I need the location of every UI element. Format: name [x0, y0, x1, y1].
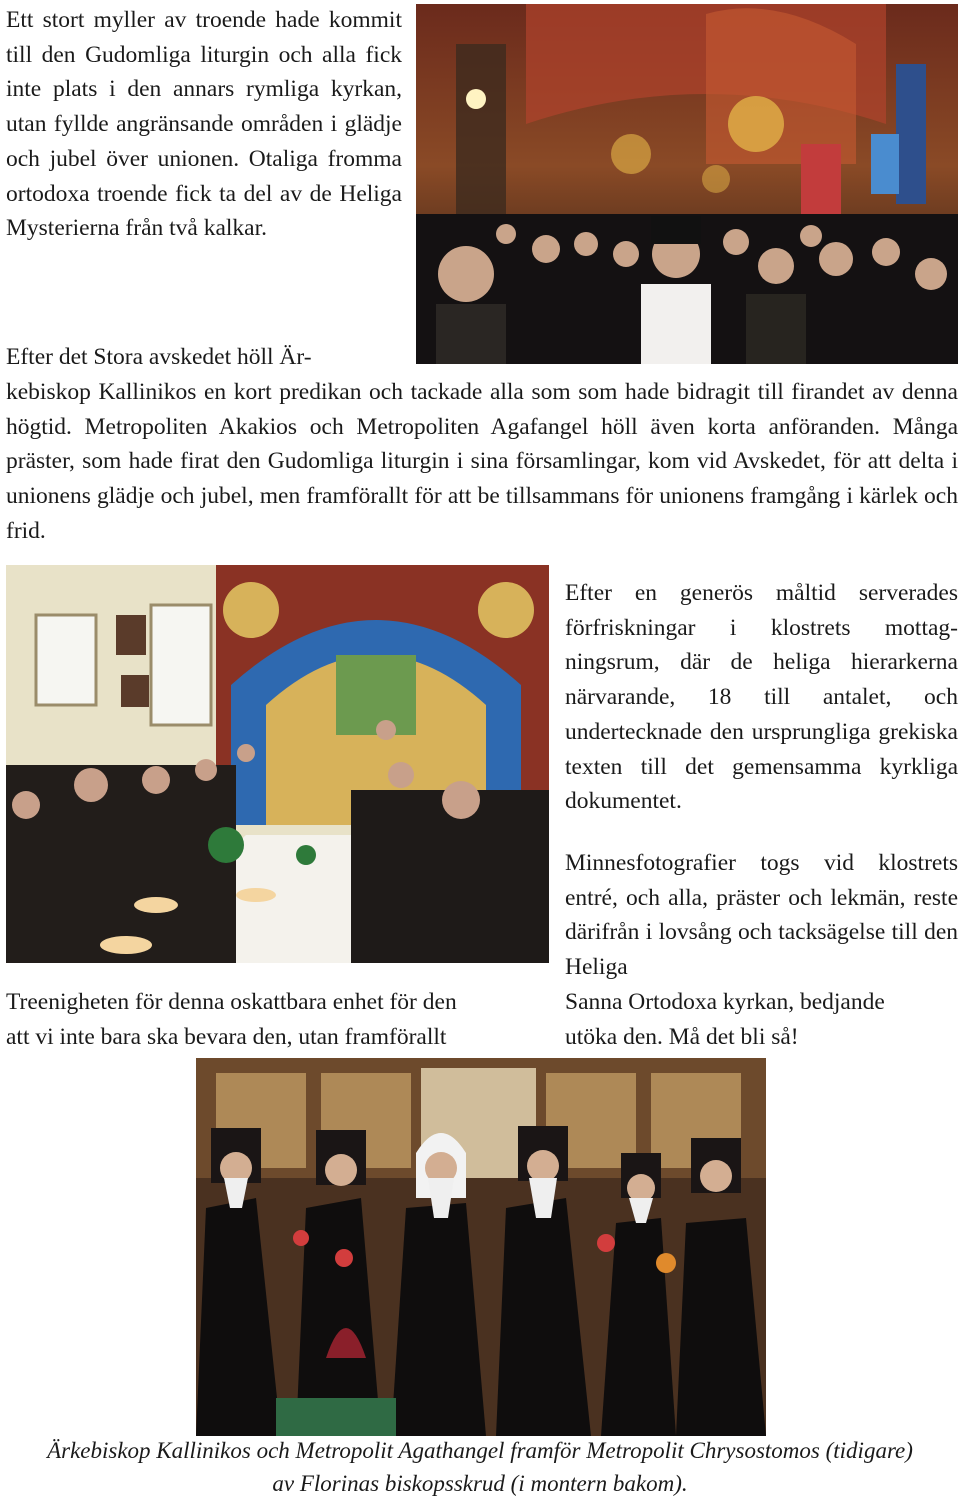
paragraph-photographs: Minnesfotografier togs vid klostrets entré, och alla, präster och lekmän, reste därifrån i lovsång och tacksägelse till den Heliga: [565, 850, 958, 981]
paragraph-photographs-left-line1: Treenigheten för denna oskattbara enhet för den: [6, 989, 457, 1015]
paragraph-photographs-left-line2: att vi inte bara ska bevara den, utan framförallt: [6, 1024, 447, 1050]
paragraph-reception-signing: Efter en generös måltid serverades förfriskningar i klostrets mottagningsrum, där de heliga hierarkerna närvarande, 18 till antalet, och undertecknade den ursprungliga grekiska texten till det gemensamma kyrkliga dokumentet.: [565, 580, 958, 815]
photo-church-interior-crowd: [416, 4, 958, 364]
paragraph-sermon: kebiskop Kallinikos en kort predikan och tackade alla som som hade bidragit till firandet av denna högtid. Metropoliten Akakios och Metropoliten Agafangel höll även korta anföranden. Många präster, som hade firat den Gudomliga liturgin i sina församlingar, kom vid Avskedet, för att delta i unionens glädje och jubel, men framförallt för att be tillsammans för unionens framgång i kärlek och frid.: [6, 379, 958, 544]
photo-hierarchs-group-portrait: [196, 1058, 766, 1436]
paragraph-liturgy-crowd: Ett stort myller av troende hade kommit till den Gudomliga liturgin och alla fick inte plats i den annars rymliga kyrkan, utan fyllde angränsande områden i glädje och jubel över unionen. Otaliga fromma ortodoxa troende fick ta del av de Heliga Mysterierna från två kalkar.: [6, 7, 402, 242]
caption-line-1: Ärkebiskop Kallinikos och Metropolit Agathangel framför Metropolit Chrysostomos (tidigare): [47, 1438, 913, 1463]
photo-caption: [0, 1434, 960, 1500]
paragraph-sermon-line1: Efter det Stora avskedet höll Är-: [6, 344, 312, 370]
paragraph-photographs-right-line2: utöka den. Må det bli så!: [565, 1024, 799, 1050]
caption-line-2: av Florinas biskopsskrud (i montern bakom).: [272, 1471, 688, 1496]
paragraph-photographs-right-line1: Sanna Ortodoxa kyrkan, bedjande: [565, 989, 885, 1015]
photo-refectory-meal: [6, 565, 549, 963]
